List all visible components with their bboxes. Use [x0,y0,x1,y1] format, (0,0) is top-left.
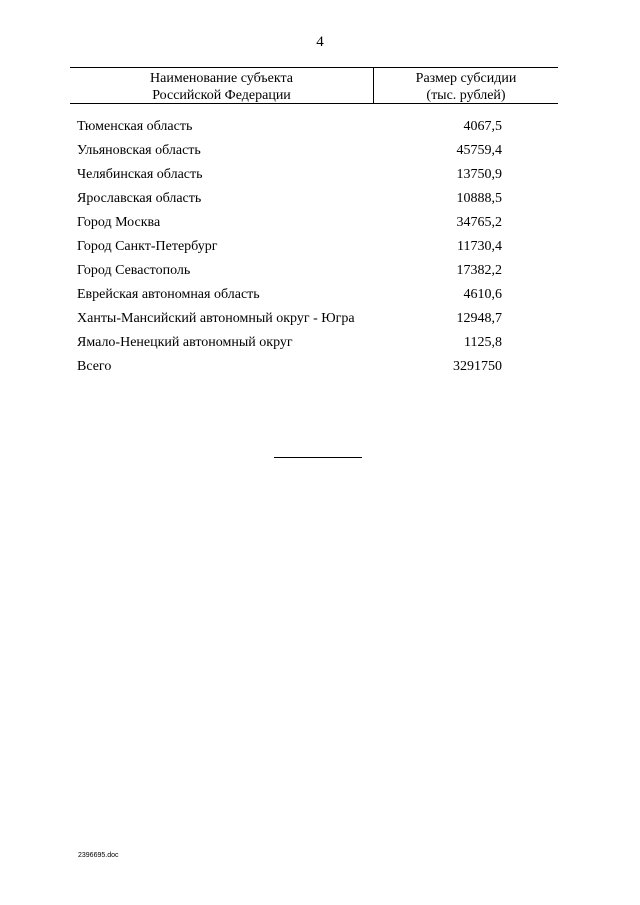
subsidy-amount: 4067,5 [463,119,502,134]
subsidy-amount: 45759,4 [456,143,502,158]
table-row [70,310,558,328]
region-name: Ульяновская область [77,143,201,158]
column-header-amount-line1: Размер субсидии [415,71,517,86]
table-row [70,286,558,304]
table-row [70,262,558,280]
subsidy-amount: 11730,4 [457,239,502,254]
subsidy-amount: 17382,2 [456,263,502,278]
region-name: Город Севастополь [77,263,191,278]
end-divider [274,457,362,458]
subsidy-amount: 12948,7 [456,311,502,326]
column-header-name-line1: Наименование субъекта [150,71,293,86]
table-header [70,67,558,104]
table-row [70,166,558,184]
table-row [70,334,558,352]
document-filename: 2396695.doc [78,852,119,859]
table-row [70,238,558,256]
subsidy-amount: 13750,9 [456,167,502,182]
subsidy-amount: 1125,8 [464,335,502,350]
column-header-amount [374,68,558,103]
subsidy-table [70,67,558,382]
region-name: Тюменская область [77,119,193,134]
column-header-name [70,68,374,103]
page-number: 4 [316,34,324,50]
total-label: Всего [77,359,112,374]
table-row [70,190,558,208]
table-row [70,118,558,136]
table-row [70,214,558,232]
subsidy-amount: 4610,6 [463,287,502,302]
region-name: Город Москва [77,215,161,230]
subsidy-amount: 34765,2 [456,215,502,230]
region-name: Город Санкт-Петербург [77,239,218,254]
table-body [70,118,558,376]
column-header-amount-line2: (тыс. рублей) [426,88,506,103]
total-amount: 3291750 [453,359,502,374]
region-name: Ханты-Мансийский автономный округ - Югра [77,311,355,326]
table-row-total [70,358,558,376]
subsidy-amount: 10888,5 [456,191,502,206]
region-name: Челябинская область [77,167,203,182]
region-name: Ярославская область [77,191,202,206]
column-header-name-line2: Российской Федерации [152,88,291,103]
region-name: Еврейская автономная область [77,287,260,302]
table-row [70,142,558,160]
region-name: Ямало-Ненецкий автономный округ [77,335,293,350]
